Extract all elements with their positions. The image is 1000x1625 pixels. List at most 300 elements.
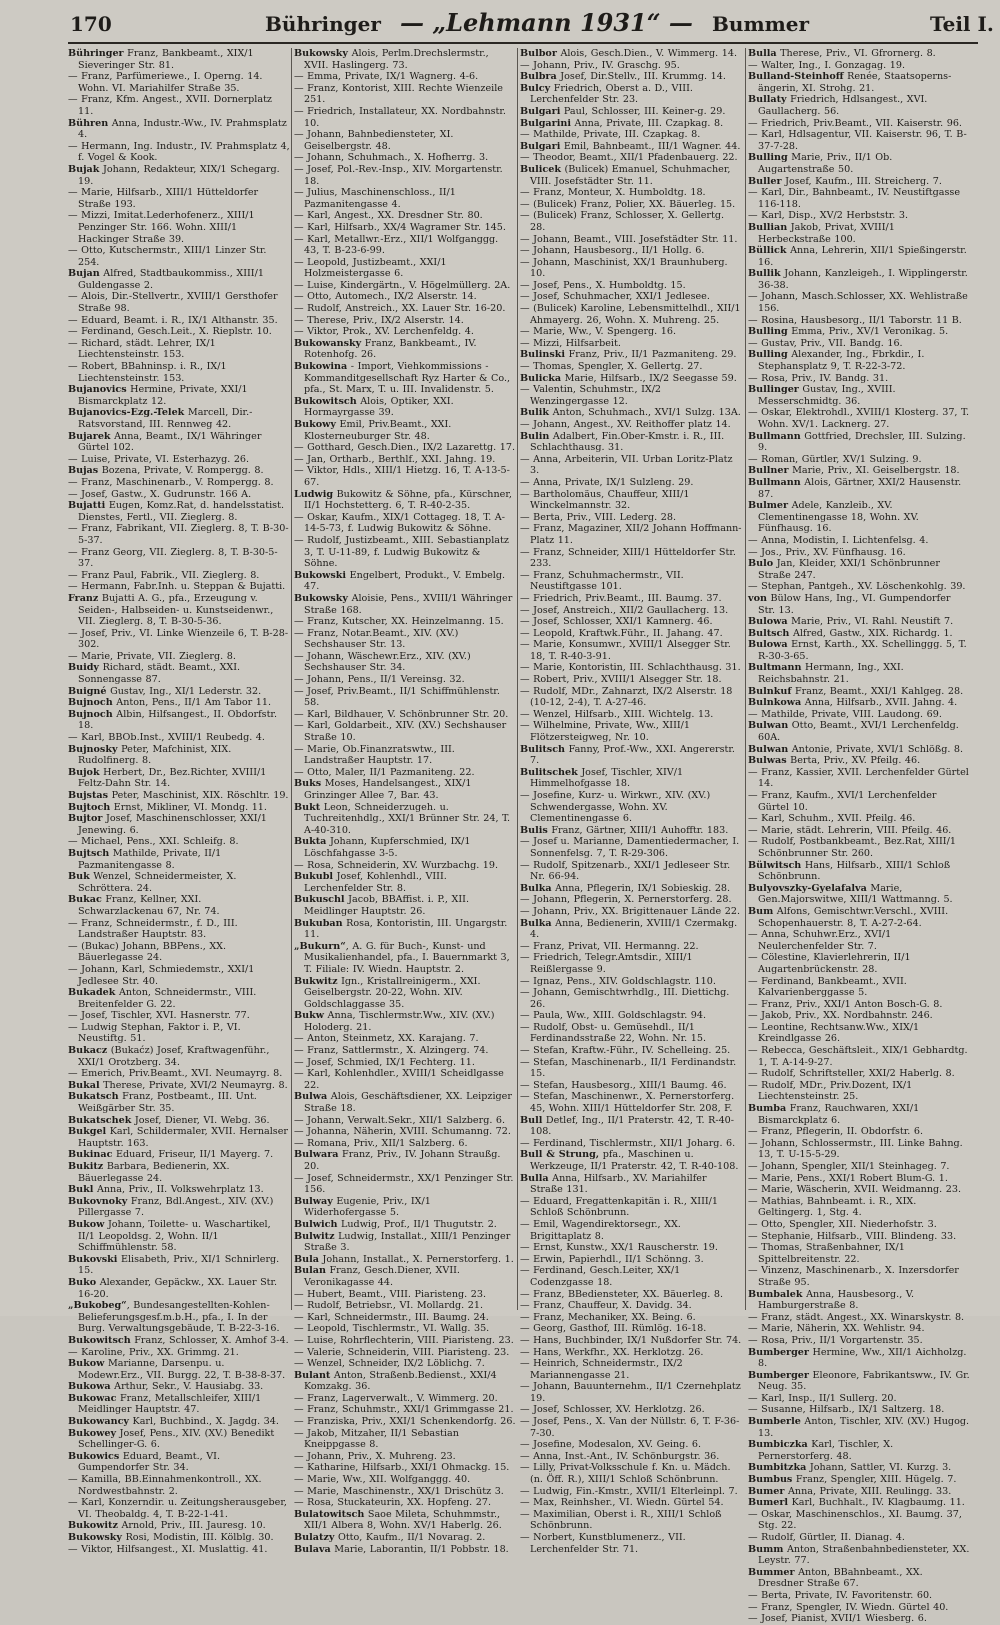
header-first-entry: Bühringer [265,12,381,36]
directory-entry: — Johann, Spengler, XII/1 Steinhageg. 7. [748,1161,950,1172]
directory-entry: — Ferdinand, Gesch.Leiter, XX/1 Codenzgasse 18. [520,1265,681,1288]
directory-entry: Bumbalek Anna, Hausbesorg., V. Hamburgerstraße 8. [748,1288,915,1312]
directory-entry: Bulo Jan, Kleider, XXI/1 Schönbrunner Straße 247. [748,558,940,581]
directory-entry: — Karl, Schneidermstr., III. Baumg. 24. [294,1311,489,1323]
directory-entry: — Rudolf, Postbankbeamt., Bez.Rat, XIII/1 Schönbrunner Str. 260. [748,836,956,859]
directory-entry: Bulin Adalbert, Fin.Ober-Kmstr. i. R., III. Schlachthausg. 31. [520,430,725,454]
directory-entry: — Richard, städt. Lehrer, IX/1 Liechtensteinstr. 153. [68,337,216,361]
directory-entry: — Johann, Hausbesorg., II/1 Hollg. 6. [520,245,705,257]
directory-entry: — Johann, Bauunternehm., II/1 Czernehplatz 19. [520,1381,741,1404]
directory-entry: — Marie, Hilfsarb., XIII/1 Hütteldorfer Straße 193. [68,187,259,210]
directory-entry: — Josef, Schlosser, XV. Herklotzg. 26. [520,1404,705,1416]
directory-entry: Bukl Anna, Priv., II. Volkswehrplatz 13. [68,1184,264,1196]
directory-entry: Bukinac Eduard, Friseur, II/1 Mayerg. 7. [68,1149,274,1161]
directory-entry: Bulbor Alois, Gesch.Dien., V. Wimmerg. 14. [520,48,738,59]
directory-entry: — Marie, Ww., XII. Wolfganggg. 40. [294,1474,471,1486]
directory-entry: — Josefine, Kurz- u. Wirkwr., XIV. (XV.) Schwendergasse, Wohn. XV. Clementinengasse 6. [520,790,711,825]
directory-entry: — Berta, Private, IV. Favoritenstr. 60. [748,1589,933,1601]
directory-entry: — Hermann, Fabr.Inh. u. Steppan & Bujatti. [68,581,286,593]
directory-entry: — Friedrich, Installateur, XX. Nordbahnstr. 10. [294,105,506,129]
directory-entry: — Stephanie, Hilfsarb., VIII. Blindeng. 33. [748,1230,957,1242]
directory-entry: — Emil, Wagendirektorsegr., XX. Brigittaplatz 8. [520,1218,681,1242]
directory-entry: — Franz, Monteur, X. Humboldtg. 18. [520,187,706,199]
directory-entry: — Jakob, Mitzaher, II/1 Sebastian Kneippgasse 8. [294,1427,459,1451]
directory-entry: Bulla Anna, Hilfsarb., XV. Mariahilfer Straße 131. [520,1172,707,1196]
directory-entry: — Georg, Gasthof, III. Rümlög. 16-18. [520,1323,707,1335]
directory-entry: — Berta, Priv., VIII. Lederg. 28. [520,511,677,523]
directory-entry: Bulka Anna, Pflegerin, IX/1 Sobieskig. 28. [520,882,731,894]
directory-entry: — Emma, Private, IX/1 Wagnerg. 4-6. [294,71,479,83]
directory-entry: — Josef, Pens., X. Humboldtg. 15. [520,279,686,291]
directory-entry: Bulowa Ernst, Karth., XX. Schellinggg. 5, T. R-30-3-65. [748,639,967,662]
directory-entry: Bulicka Marie, Hilfsarb., IX/2 Seegasse 59. [520,372,737,384]
directory-entry: — Josef, Gastw., X. Gudrunstr. 166 A. [68,488,252,500]
directory-entry: Bukowina - Import, Viehkommissions - Kommanditgesellschaft Ryz Harter & Co., pfa., St. Marx, T. u. III. Invalidenstr. 5. [294,361,511,396]
directory-entry: — Rosina, Hausbesorg., II/1 Taborstr. 11 B. [748,314,962,326]
directory-entry: — Robert, BBahninsp. i. R., IX/1 Liechtensteinstr. 153. [68,361,227,384]
directory-entry: Bukowa Arthur, Sekr., V. Hausiabg. 33. [68,1381,264,1393]
directory-entry: — Johann, Karl, Schmiedemstr., XXI/1 Jedlesee Str. 40. [68,963,255,987]
directory-entry: Bum Alfons, Gemischtwr.Verschl., XVIII. Schopenhauerstr. 8, T. A-27-2-64. [748,905,949,929]
directory-entry: Bumberle Anton, Tischler, XIV. (XV.) Hugog. 13. [748,1416,970,1439]
directory-entry: — Ferdinand, Bankbeamt., XVII. Kalvarienberggasse 5. [748,975,907,999]
directory-entry: — Franz, Schneidermstr., f. D., III. Landstraßer Hauptstr. 83. [68,917,238,941]
directory-entry: Bullinger Gustav, Ing., XVIII. Messerschmidtg. 36. [748,384,896,407]
directory-entry: Bukac Franz, Kellner, XXI. Schwarzlackenau 67, Nr. 74. [68,894,220,917]
directory-entry: Bumberger Eleonore, Fabrikantsww., IV. Gr. Neug. 35. [748,1369,970,1393]
directory-entry: Bulwitz Ludwig, Installat., XIII/1 Penzinger Straße 3. [294,1230,511,1254]
directory-entry: — Thomas, Spengler, X. Gellertg. 27. [520,361,703,373]
directory-entry: — Johann, Verwalt.Sekr., XII/1 Salzberg. 6. [294,1114,506,1126]
directory-entry: Bukitz Barbara, Bedienerin, XX. Bäuerlegasse 24. [68,1161,230,1184]
directory-entry: Bukowancy Karl, Buchbind., X. Jagdg. 34. [68,1416,279,1428]
directory-entry: Bülwitsch Hans, Hilfsarb., XIII/1 Schloß Schönbrunn. [748,859,951,883]
directory-entry: — Josef, Schlosser, XXI/1 Kamnerg. 46. [520,616,713,628]
directory-entry: — Marie, städt. Lehrerin, VIII. Pfeilg. 46. [748,824,952,836]
directory-entry: — Lilly, Privat-Volksschule f. Kn. u. Mädch. (n. Öff. R.), XIII/1 Schloß Schönbrunn. [520,1462,731,1486]
directory-entry: — Mizzi, Hilfsarbeit. [520,337,621,349]
directory-entry: — Johann, Pens., II/1 Vereinsg. 32. [294,674,465,686]
directory-entry: Bumbitzka Johann, Sattler, VI. Kurzg. 3. [748,1462,952,1474]
directory-entry: Bulling Emma, Priv., XV/1 Veronikag. 5. [748,326,949,338]
directory-entry: — Stefan, Hausbesorg., XIII/1 Baumg. 46. [520,1079,727,1091]
directory-entry: Bummer Anton, BBahnbeamt., XX. Dresdner Straße 67. [748,1566,923,1590]
directory-entry: — Stefan, Maschinenarb., II/1 Ferdinandstr. 15. [520,1056,737,1080]
directory-entry: Bukowey Josef, Pens., XIV. (XV.) Benedikt Schellinger-G. 6. [68,1427,275,1451]
directory-entry: Bulan Franz, Gesch.Diener, XVII. Veronikagasse 44. [294,1265,460,1288]
directory-entry: — Johann, Priv., X. Muhreng. 23. [294,1450,456,1462]
column-1 [68,48,290,1555]
directory-entry: — Johann, Maschinist, XX/1 Braunhuberg. 10. [520,256,728,280]
directory-entry: „Bukobeg“, Bundesangestellten-Kohlen-Belieferungsgesf.m.b.H., pfa., I. In der Burg. Verwaltungsgebäude, T. B-22-3-16. [68,1300,280,1335]
columns-container [68,48,978,1625]
directory-entry: — Karl, Insp., II/1 Sullerg. 20. [748,1392,897,1404]
directory-entry: Bukowitsch Franz, Schlosser, X. Amhof 3-4. [68,1334,289,1346]
directory-entry: — Karl, Hdlsagentur, VII. Kaiserstr. 96, T. B-37-7-28. [748,129,967,152]
directory-entry: — Emerich, Priv.Beamt., XVI. Neumayrg. 8. [68,1068,283,1080]
directory-entry: Buks Moses, Handelsangest., XIX/1 Grinzinger Allee 7, Bar. 43. [294,778,472,801]
directory-entry: — Viktor, Hilfsangest., XI. Muslattig. 41. [68,1543,268,1555]
directory-entry: — Mizzi, Imitat.Lederhofenerz., XIII/1 Penzinger Str. 166. Wohn. XIII/1 Hackinger Straße 39. [68,210,255,245]
directory-entry: — Mathilde, Private, VIII. Laudong. 69. [748,708,942,720]
directory-entry: — Anton, Steinmetz, XX. Karajang. 7. [294,1033,479,1045]
directory-entry: — Josef, Anstreich., XII/2 Gaullacherg. 13. [520,604,729,616]
directory-entry: — Karl, Dir., Bahnbeamt., IV. Neustiftgasse 116-118. [748,187,961,210]
directory-entry: — Friedrich, Priv.Beamt., III. Baumg. 37. [520,592,722,604]
directory-entry: Bujnoch Albin, Hilfsangest., II. Obdorfstr. 18. [68,708,278,732]
directory-entry: Bujtoch Ernst, Mikliner, VI. Mondg. 11. [68,801,267,813]
directory-entry: — Karl, Angest., XX. Dresdner Str. 80. [294,210,483,222]
directory-entry: Bujatti Eugen, Komz.Rat, d. handelsstatist. Dienstes, Fertl., VII. Zieglerg. 8. [68,500,284,523]
directory-entry: — Otto, Kutschermstr., XIII/1 Linzer Str. 254. [68,245,267,268]
directory-entry: Bujok Herbert, Dr., Bez.Richter, XVIII/1 Feltz-Dahn Str. 14. [68,766,267,790]
directory-entry: Bukubl Josef, Kohlenhdl., VIII. Lerchenfelder Str. 8. [294,871,447,894]
directory-entry: — Franz, Chauffeur, X. Davidg. 34. [520,1300,692,1312]
directory-entry: — (Bukac) Johann, BBPens., XX. Bäuerlegasse 24. [68,940,227,964]
directory-entry: Bukowsky Aloisie, Pens., XVIII/1 Währinger Straße 168. [294,592,513,616]
directory-entry: — Michael, Pens., XXI. Schleifg. 8. [68,836,239,848]
directory-entry: — Johann, Priv., IV. Graschg. 95. [520,59,680,71]
directory-entry: Bula Johann, Installat., X. Pernerstorferg. 1. [294,1253,514,1265]
directory-entry: Bullik Johann, Kanzleigeh., I. Wipplingerstr. 36-38. [748,268,968,291]
directory-entry: Bulla Therese, Priv., VI. Gfrornerg. 8. [748,48,936,59]
directory-entry: — Valerie, Schneiderin, VIII. Piaristeng. 23. [294,1346,510,1358]
directory-entry: Bulik Anton, Schuhmach., XVI/1 Sulzg. 13A. [520,407,741,419]
directory-entry: Bulland-Steinhoff Renée, Staatsoperns-ängerin, XI. Strohg. 21. [748,71,952,94]
directory-entry: Bulmer Adele, Kanzleib., XV. Clementinengasse 18, Wohn. XV. Fünfhausg. 16. [748,500,919,535]
directory-entry: — Franz Georg, VII. Zieglerg. 8, T. B-30-5-37. [68,546,278,570]
directory-entry: — Josef, Pol.-Rev.-Insp., XIV. Morgartenstr. 18. [294,163,503,187]
directory-entry: — Ludwig Stephan, Faktor i. P., VI. Neustiftg. 51. [68,1021,241,1045]
directory-entry: — Anna, Modistin, I. Lichtenfelsg. 4. [748,534,929,546]
directory-entry: — Josef, Tischler, XVI. Hasnerstr. 77. [68,1010,250,1022]
directory-entry: Bulka Anna, Bedienerin, XVIII/1 Czermakg. 4. [520,917,738,941]
directory-entry: Bujarek Anna, Beamt., IX/1 Währinger Gürtel 102. [68,430,262,454]
directory-entry: — Rosa, Schneiderin, XV. Wurzbachg. 19. [294,859,499,871]
directory-entry: Bumba Franz, Rauchwaren, XXI/1 Bismarckplatz 6. [748,1103,920,1126]
directory-entry: — Paula, Ww., XIII. Goldschlagstr. 94. [520,1010,707,1022]
directory-entry: — Josef, Schuhmacher, XXI/1 Jedlesee. [520,291,710,303]
directory-entry: Bullmann Alois, Gärtner, XXI/2 Hausenstr. 87. [748,476,962,500]
directory-entry: Bukgel Karl, Schildermaler, XVII. Hernalser Hauptstr. 163. [68,1126,288,1149]
directory-entry: Bulyovszky-Gyelafalva Marie, Gen.Majorswitwe, XIII/1 Wattmanng. 5. [748,882,953,906]
directory-entry: Bulbra Josef, Dir.Stellv., III. Krummg. 14. [520,71,726,83]
directory-entry: — Leopold, Justizbeamt., XXI/1 Holzmeistergasse 6. [294,256,447,280]
directory-entry: — Josef, Priv.Beamt., II/1 Schiffmühlenstr. 58. [294,685,500,709]
directory-entry: — Josef, Schneidermstr., XX/1 Penzinger Str. 156. [294,1172,514,1196]
directory-entry: — Alois, Dir.-Stellvertr., XVIII/1 Gersthofer Straße 98. [68,291,278,315]
header-part: Teil I. [930,12,994,36]
directory-entry: — Franz, Privat, VII. Hermanng. 22. [520,940,699,952]
directory-entry: — Rudolf, Betriebsr., VI. Mollardg. 21. [294,1300,483,1312]
directory-entry: Bukow Johann, Toilette- u. Waschartikel, II/1 Leopoldsg. 2, Wohn. II/1 Schiffmühlenstr. 58. [68,1218,271,1254]
directory-entry: — Rudolf, MDr., Priv.Dozent, IX/1 Liechtensteinstr. 25. [748,1079,913,1103]
directory-entry: — Johann, Angest., XV. Reithoffer platz 14. [520,419,731,430]
directory-entry: Bullmann Gottfried, Drechsler, III. Sulzing. 9. [748,430,966,454]
directory-entry: — Franz, Magaziner, XII/2 Johann Hoffmann-Platz 11. [520,523,742,546]
directory-entry: — Eduard, Beamt. i. R., IX/1 Althanstr. 35. [68,314,278,326]
header-last-entry: Bummer [712,12,810,36]
directory-entry: — Franz, Lagerverwalt., V. Wimmerg. 20. [294,1392,498,1404]
directory-entry: — Rudolf, MDr., Zahnarzt, IX/2 Alserstr. 18 (10-12, 2-4), T. A-27-46. [520,685,733,709]
directory-entry: — Rudolf, Spitzenarb., XXI/1 Jedleseer Str. Nr. 66-94. [520,859,731,883]
directory-entry: — Cölestine, Klavierlehrerin, II/1 Augartenbrückenstr. 28. [748,952,911,975]
directory-entry: — Johanna, Näherin, XVIII. Schumanng. 72. [294,1126,511,1138]
directory-entry: — Wenzel, Schneider, IX/2 Löblichg. 7. [294,1358,485,1370]
directory-entry: — Rosa, Priv., IV. Bandg. 31. [748,372,889,384]
directory-entry: — (Bulicek) Franz, Polier, XX. Bäuerleg. 15. [520,198,736,210]
directory-entry: — Franz, Mechaniker, XX. Being. 6. [520,1311,696,1323]
directory-entry: Bukwitz Ign., Kristallreinigerm., XXI. Geiselbergstr. 20-22, Wohn. XIV. Goldschlaggasse 35. [294,975,481,1010]
directory-entry: — Vinzenz, Maschinenarb., X. Inzersdorfer Straße 95. [748,1265,959,1288]
directory-entry: — Marie, Maschinenstr., XX/1 Drischütz 3. [294,1485,504,1497]
directory-entry: Buko Alexander, Gepäckw., XX. Lauer Str. 16-20. [68,1276,278,1300]
directory-entry: — Rosa, Priv., II/1 Vorgartenstr. 35. [748,1334,923,1346]
directory-entry: — Kamilla, BB.Einnahmenkontroll., XX. Nordwestbahnstr. 2. [68,1474,262,1497]
column-4 [748,48,970,1625]
directory-entry: — Robert, Priv., XVIII/1 Alsegger Str. 18. [520,674,722,686]
directory-entry: Bulcy Friedrich, Oberst a. D., VIII. Lerchenfelder Str. 23. [520,82,693,106]
directory-entry: — Gotthard, Gesch.Dien., IX/2 Lazarettg. 17. [294,442,515,454]
directory-entry: Bulling Marie, Priv., II/1 Ob. Augartenstraße 50. [748,152,893,175]
directory-entry: — Roman, Gürtler, XV/1 Sulzing. 9. [748,453,922,465]
directory-entry: — Ludwig, Fin.-Kmstr., XVII/1 Elterleinpl. 7. [520,1485,738,1497]
column-divider [745,48,746,1310]
directory-entry: — Hermann, Ing. Industr., IV. Prahmsplatz 4, f. Vogel & Kook. [68,140,290,164]
directory-entry: — Johann, Wäschewr.Erz., XIV. (XV.) Sechshauser Str. 34. [294,650,471,674]
directory-entry: Bukowitz Arnold, Priv., III. Jauresg. 10. [68,1520,266,1532]
directory-entry: — Franz, Kassier, XVII. Lerchenfelder Gürtel 14. [748,766,969,790]
directory-entry: — Stefan, Maschinenwr., X. Pernerstorferg. 45, Wohn. XIII/1 Hütteldorfer Str. 208, F. [520,1091,735,1115]
directory-entry: Ludwig Bukowitz & Söhne, pfa., Kürschner, II/1 Hochstetterg. 6, T. R-40-2-35. [294,488,512,512]
directory-entry: — Karl, BBOb.Inst., XVIII/1 Reubedg. 4. [68,732,265,744]
directory-entry: — Ernst, Kunstw., XX/1 Rauscherstr. 19. [520,1242,718,1254]
directory-entry: Bulway Eugenie, Priv., IX/1 Widerhofergasse 5. [294,1195,431,1219]
directory-entry: „Bukurn“, A. G. für Buch-, Kunst- und Musikalienhandel, pfa., I. Bauernmarkt 3, T. Filiale: IV. Wiedn. Hauptstr. 2. [294,940,510,975]
directory-entry: Bukowsky Rosi, Modistin, III. Kölblg. 30. [68,1532,274,1543]
directory-entry: — Friedrich, Priv.Beamt., VII. Kaiserstr. 96. [748,117,962,129]
directory-entry: — Hubert, Beamt., VIII. Piaristeng. 23. [294,1288,487,1300]
directory-entry: von Bülow Hans, Ing., VI. Gumpendorfer Str. 13. [748,592,951,616]
directory-entry: — Leopold, Tischlermstr., VI. Wallg. 35. [294,1323,490,1335]
directory-entry: — Hans, Buchbinder, IX/1 Nußdorfer Str. 74. [520,1334,742,1346]
directory-entry: Bulicek (Bulicek) Emanuel, Schuhmacher, VIII. Josefstädter Str. 11. [520,163,731,187]
column-3 [520,48,742,1555]
directory-entry: Bukt Leon, Schneiderzugeh. u. Tuchreitenhdlg., XXI/1 Brünner Str. 24, T. A-40-310. [294,801,511,836]
directory-entry: — Franz, Maschinenarb., V. Rompergg. 8. [68,476,274,488]
directory-entry: — Marie, Ob.Finanzratswtw., III. Landstraßer Hauptstr. 17. [294,743,455,767]
directory-entry: — Karl, Hilfsarb., XX/4 Wagramer Str. 145. [294,221,506,233]
directory-entry: — Johann, Priv., XX. Brigittenauer Lände 22. [520,905,741,917]
directory-entry: Bujstas Peter, Maschinist, XIX. Röschltr. 19. [68,790,289,801]
directory-entry: Bulgari Emil, Bahnbeamt., III/1 Wagner. 44. [520,140,741,152]
directory-entry: — Franz, Schuhmstr., XXI/1 Grimmgasse 21. [294,1404,514,1416]
directory-entry: Bumerl Karl, Buchhalt., IV. Klagbaumg. 11. [748,1497,965,1509]
directory-entry: — Anna, Schuhwr.Erz., XVI/1 Neulerchenfelder Str. 7. [748,929,892,952]
directory-entry: — Ferdinand, Tischlermstr., XII/1 Joharg. 6. [520,1137,736,1149]
directory-entry: Bull & Strung, pfa., Maschinen u. Werkzeuge, II/1 Praterstr. 42, T. R-40-108. [520,1149,739,1172]
directory-entry: — Karl, Bildhauer, V. Schönbrunner Str. 20. [294,708,509,720]
directory-entry: — Theodor, Beamt., XII/1 Pfadenbauerg. 22. [520,152,738,164]
directory-entry: — Ignaz, Pens., XIV. Goldschlagstr. 110. [520,975,716,987]
directory-entry: — Norbert, Kunstblumenerz., VII. Lerchenfelder Str. 71. [520,1532,686,1555]
directory-entry: Bumbus Franz, Spengler, XIII. Hügelg. 7. [748,1474,957,1486]
directory-entry: — Franz, Notar.Beamt., XIV. (XV.) Sechshauser Str. 13. [294,627,459,651]
directory-entry: — Valentin, Schuhmstr., IX/2 Wenzingergasse 12. [520,384,662,407]
directory-entry: — Franz, Kfm. Angest., XVII. Dornerplatz 11. [68,94,272,117]
directory-entry: Bühringer Franz, Bankbeamt., XIX/1 Sieveringer Str. 81. [68,48,254,71]
directory-entry: — Josefine, Modesalon, XV. Geing. 6. [520,1439,702,1451]
directory-entry: Bukuschl Jacob, BBAffist. i. P., XII. Meidlinger Hauptstr. 26. [294,894,469,917]
directory-entry: — Romana, Priv., XII/1 Salzberg. 6. [294,1137,468,1149]
directory-entry: — Jakob, Priv., XX. Nordbahnstr. 246. [748,1010,933,1022]
directory-entry: — Franz, Parfümeriewe., I. Operng. 14. Wohn. VI. Mariahilfer Straße 35. [68,71,263,94]
directory-entry: — Franz, Pflegerin, II. Obdorfstr. 6. [748,1126,924,1138]
directory-entry: — Franz, Schuhmachermstr., VII. Neustiftgasse 101. [520,569,684,593]
directory-entry: — (Bulicek) Karoline, Lebensmittelhdl., XII/1 Ahmayerg. 26, Wohn. X. Muhreng. 25. [520,303,741,326]
directory-entry: — Otto, Maler, II/1 Pazmaniteng. 22. [294,766,475,778]
directory-entry: — Franziska, Priv., XXI/1 Schenkendorfg. 26. [294,1416,516,1428]
directory-entry: — Ferdinand, Gesch.Leit., X. Rieplstr. 10. [68,326,272,338]
column-2 [294,48,516,1555]
directory-entry: Bujtsch Mathilde, Private, II/1 Pazmanitengasse 8. [68,847,222,871]
directory-entry: — Johann, Pflegerin, X. Pernerstorferg. 28. [520,894,732,906]
directory-entry: — Marie, Pens., XXI/1 Robert Blum-G. 1. [748,1172,948,1184]
directory-entry: — Mathias, Bahnbeamt. i. R., XIX. Geltingerg. 1, Stg. 4. [748,1195,917,1219]
directory-entry: Bulava Marie, Laborantin, II/1 Pobbstr. 18. [294,1543,509,1555]
page-number: 170 [70,12,112,36]
directory-entry: — Luise, Private, VI. Esterhazyg. 26. [68,453,250,465]
directory-entry: Bulnkuf Franz, Beamt., XXI/1 Kahlgeg. 28. [748,685,964,697]
directory-entry: Bumm Anton, Straßenbahnbediensteter, XX. Leystr. 77. [748,1543,970,1567]
directory-entry: Bukta Johann, Kupferschmied, IX/1 Löschfahgasse 3-5. [294,836,471,859]
directory-entry: — Oskar, Elektrohdl., XVIII/1 Klosterg. 37, T. Wohn. XV/1. Lacknerg. 27. [748,407,970,430]
directory-entry: — Friedrich, Telegr.Amtsdir., XIII/1 Reißlergasse 9. [520,952,693,975]
directory-entry: — Rudolf, Obst- u. Gemüsehdl., II/1 Ferdinandsstraße 22, Wohn. Nr. 15. [520,1021,706,1045]
directory-entry: — Karl, Kohlenhdler., XVIII/1 Scheidlgasse 22. [294,1068,504,1091]
directory-entry: Bullner Marie, Priv., XI. Geiselbergstr. 18. [748,465,960,477]
directory-entry: Bulinski Franz, Priv., II/1 Pazmaniteng. 29. [520,349,737,361]
directory-entry: Buller Josef, Kaufm., III. Streicherg. 7. [748,175,942,187]
header-rule [68,42,978,44]
directory-entry: Bukadek Anton, Schneidermstr., VIII. Breitenfelder G. 22. [68,987,257,1010]
directory-entry: — (Bulicek) Franz, Schlosser, X. Gellertg. 28. [520,210,725,233]
directory-entry: — Franz, BBediensteter, XX. Bäuerleg. 8. [520,1288,724,1300]
directory-entry: — Franz, Kontorist, XIII. Rechte Wienzeile 251. [294,82,503,106]
directory-entry: — Franz Paul, Fabrik., VII. Zieglerg. 8. [68,569,260,581]
directory-entry: — Marie, Ww., V. Spengerg. 16. [520,326,677,338]
directory-entry: — Bartholomäus, Chauffeur, XIII/1 Winckelmannstr. 32. [520,488,690,512]
directory-entry: — Johann, Gemischtwrhdlg., III. Diettichg. 26. [520,987,730,1010]
directory-entry: Bukowitsch Alois, Optiker, XXI. Hormayrgasse 39. [294,395,454,419]
directory-entry: — Max, Reinhsher., VI. Wiedn. Gürtel 54. [520,1497,724,1509]
directory-entry: — Anna, Inst.-Ant., IV. Schönburgstr. 36. [520,1450,720,1462]
directory-entry: — Franz, Sattlermstr., X. Alzingerg. 74. [294,1045,489,1057]
directory-entry: — Johann, Bahnbediensteter, XI. Geiselbergstr. 48. [294,129,454,152]
directory-entry: Bukacz (Bukaćz) Josef, Kraftwagenführ., XXI/1 Orotzberg. 34. [68,1045,270,1068]
directory-entry: Bulitsch Fanny, Prof.-Ww., XXI. Angererstr. 7. [520,743,735,767]
directory-entry: — Leopold, Kraftwk.Führ., II. Jahang. 47. [520,627,723,639]
directory-entry: — Karl, Schuhm., XVII. Pfeilg. 46. [748,813,916,825]
directory-entry: Bultmann Hermann, Ing., XXI. Reichsbahnstr. 21. [748,662,904,686]
column-divider [517,48,518,1310]
directory-entry: — Mathilde, Private, III. Czapkag. 8. [520,129,701,141]
directory-entry: Bukowics Eduard, Beamt., VI. Gumpendorfer Str. 34. [68,1450,221,1474]
directory-entry: — Josef, Schmied, IX/1 Fechterg. 11. [294,1056,475,1068]
directory-entry: — Josef, Pianist, XVII/1 Wiesberg. 6. [748,1613,927,1625]
directory-entry: — Marie, Wäscherin, XVII. Weidmanng. 23. [748,1184,962,1196]
directory-entry: Bujnoch Anton, Pens., II/1 Am Tabor 11. [68,697,271,709]
directory-entry: Bulwich Ludwig, Prof., II/1 Thugutstr. 2. [294,1218,497,1230]
directory-entry: — Josef u. Marianne, Damentiedermacher, I. Sonnenfelsg. 7, T. R-29-306. [520,836,740,859]
directory-entry: — Karl, Konzerndir. u. Zeitungsherausgeber, VI. Theobaldg. 4, T. B-22-1-41. [68,1497,287,1520]
directory-entry: — Otto, Spengler, XII. Niederhofstr. 3. [748,1218,937,1230]
directory-entry: Bukovnoky Franz, Bdl.Angest., XIV. (XV.) Pillergasse 7. [68,1195,274,1219]
directory-entry: Bühren Anna, Industr.-Ww., IV. Prahmsplatz 4. [68,117,287,141]
directory-entry: Bulitschek Josef, Tischler, XIV/1 Himmelhofgasse 18. [520,766,684,790]
page-header [0,0,1000,44]
directory-entry: Bujan Alfred, Stadtbaukommiss., XIII/1 Guldengasse 2. [68,268,264,291]
directory-entry: — Rebecca, Geschäftsleit., XIX/1 Gebhardtg. 1, T. A-14-9-27. [748,1045,968,1068]
directory-entry: — Katharine, Hilfsarb., XXI/1 Ohmackg. 15. [294,1462,510,1474]
directory-entry: — Wilhelmine, Private, Ww., XIII/1 Flötzersteigweg, Nr. 10. [520,720,691,744]
directory-entry: Bukatsch Franz, Postbeamt., III. Unt. Weißgärber Str. 35. [68,1091,257,1115]
directory-entry: — Julius, Maschinenschloss., II/1 Pazmanitengasse 4. [294,187,456,210]
directory-entry: Bumberger Hermine, Ww., XII/1 Aichholzg. 8. [748,1346,967,1370]
directory-entry: — Rosa, Stuckateurin, XX. Hopfeng. 27. [294,1497,491,1509]
directory-entry: — Erwin, Papierhdl., II/1 Schönng. 3. [520,1253,704,1265]
directory-entry: Bulwan Otto, Beamt., XVI/1 Lerchenfeldg. 60A. [748,720,959,744]
directory-entry: Bulant Anton, Straßenb.Bedienst., XXI/4 Komzakg. 36. [294,1369,497,1393]
directory-entry: Bulgarini Anna, Private, III. Czapkag. 8. [520,117,724,129]
directory-entry: — Franz, Kaufm., XVI/1 Lerchenfelder Gürtel 10. [748,790,937,813]
directory-entry: Bujak Johann, Redakteur, XIX/1 Schegarg. 19. [68,163,280,187]
directory-entry: Bulgari Paul, Schlosser, III. Keiner-g. 29. [520,105,726,117]
directory-entry: Franz Bujatti A. G., pfa., Erzeugung v. Seiden-, Halbseiden- u. Kunstseidenwr., VII. Zieglerg. 8, T. B-30-5-36. [68,592,274,628]
directory-entry: — Oskar, Maschinenschlos., XI. Baumg. 37, Stg. 22. [748,1508,962,1532]
directory-entry: Bujnosky Peter, Mafchinist, XIX. Rudolfinerg. 8. [68,743,232,767]
directory-entry: Bukowsky Alois, Perlm.Drechslermstr., XVII. Haslingerg. 73. [294,48,489,71]
directory-entry: — Heinrich, Schneidermstr., IX/2 Mariannengasse 21. [520,1358,683,1381]
directory-entry: Bukow Marianne, Darsenpu. u. Modewr.Erz., VII. Burgg. 22, T. B-38-8-37. [68,1358,286,1381]
header-title: — „Lehmann 1931“ — [400,8,693,37]
directory-entry: Bukuban Rosa, Kontoristin, III. Ungargstr. 11. [294,917,508,941]
directory-entry: — Maximilian, Oberst i. R., XIII/1 Schloß Schönbrunn. [520,1508,722,1532]
directory-entry: — Rudolf, Gürtler, II. Dianag. 4. [748,1532,905,1543]
directory-entry: — Jan, Ortharb., Berthlf., XXI. Jahng. 19. [294,453,496,465]
directory-entry: Bukowac Franz, Metallschleifer, XIII/1 Meidlinger Hauptstr. 47. [68,1392,262,1416]
directory-entry: Bulwa Alois, Geschäftsdiener, XX. Leipziger Straße 18. [294,1091,512,1115]
directory-entry: Bulwan Antonie, Private, XVI/1 Schlößg. 8. [748,743,964,755]
directory-entry: — Karl, Disp., XV/2 Herbststr. 3. [748,210,909,222]
directory-entry: Bukowski Engelbert, Produkt., V. Embelg. 47. [294,569,506,593]
directory-entry: — Johann, Schuhmach., X. Hofherrg. 3. [294,152,489,164]
directory-entry: Bulnkowa Anna, Hilfsarb., XVII. Jahng. 4. [748,697,958,709]
directory-entry: Bujanovics Hermine, Private, XXI/1 Bismarckplatz 12. [68,384,248,407]
directory-entry: — Luise, Rohrflechterin, VIII. Piaristeng. 23. [294,1334,514,1346]
column-divider [291,48,292,1310]
directory-entry: — Susanne, Hilfsarb., IX/1 Saltzerg. 18. [748,1404,945,1416]
directory-entry: — Karl, Goldarbeit., XIV. (XV.) Sechshauser Straße 10. [294,720,507,744]
directory-entry: — Johann, Beamt., VIII. Josefstädter Str. 11. [520,233,738,245]
directory-entry: — Franz, städt. Angest., XX. Winarskystr. 8. [748,1311,965,1323]
directory-entry: — Eduard, Fregattenkapitän i. R., XIII/1 Schloß Schönbrunn. [520,1195,718,1219]
directory-entry: Buigné Gustav, Ing., XI/1 Lederstr. 32. [68,685,262,697]
directory-entry: Bulowa Marie, Priv., VI. Rahl. Neustift 7. [748,616,954,628]
directory-entry: — Franz, Priv., XXI/1 Anton Bosch-G. 8. [748,998,943,1010]
directory-entry: Bumbiczka Karl, Tischler, X. Pernerstorferg. 48. [748,1439,894,1462]
directory-entry: Bulling Alexander, Ing., Fbrkdir., I. Stephansplatz 9, T. R-22-3-72. [748,349,925,373]
